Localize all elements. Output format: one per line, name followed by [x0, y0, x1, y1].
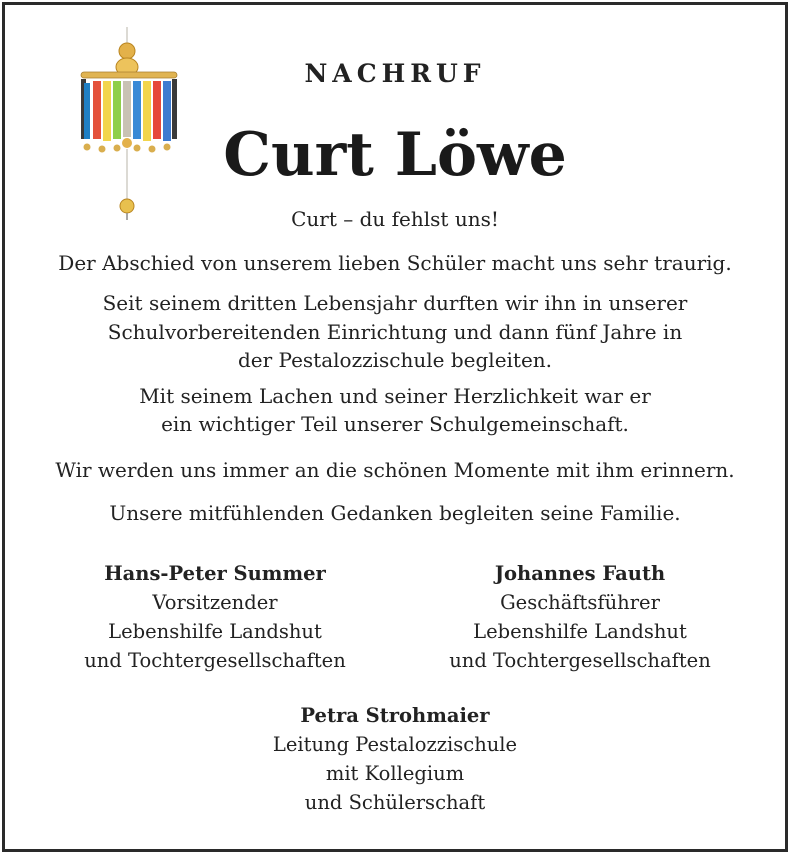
farewell-line: Der Abschied von unserem lieben Schüler macht uns sehr traurig. — [58, 251, 732, 275]
paragraph-line: der Pestalozzischule begleiten. — [237, 348, 553, 372]
signer-role: Leitung Pestalozzischule — [272, 733, 518, 756]
memory-line: Wir werden uns immer an die schönen Momente mit ihm erinnern. — [55, 458, 735, 482]
signer-organization: Lebenshilfe Landshut — [473, 620, 687, 643]
signer-group-suffix: und Schülerschaft — [304, 791, 486, 814]
paragraph-line: Schulvorbereitenden Einrichtung und dann fünf Jahre in — [107, 320, 683, 344]
signer-organization-suffix: und Tochtergesellschaften — [449, 649, 711, 672]
obituary-label: NACHRUF — [304, 59, 486, 88]
signer-name: Hans-Peter Summer — [104, 562, 326, 585]
signer-organization-suffix: und Tochtergesellschaften — [84, 649, 346, 672]
signature-right — [410, 559, 750, 675]
signature-left — [45, 559, 385, 675]
signer-organization: Lebenshilfe Landshut — [108, 620, 322, 643]
paragraph-line: Seit seinem dritten Lebensjahr durften wir ihn in unserer — [102, 291, 688, 315]
signer-role: Geschäftsführer — [500, 591, 660, 614]
signer-group: mit Kollegium — [325, 762, 465, 785]
condolence-line: Unsere mitfühlenden Gedanken begleiten seine Familie. — [109, 501, 681, 525]
signer-name: Johannes Fauth — [494, 562, 666, 585]
signer-name: Petra Strohmaier — [300, 704, 490, 727]
deceased-name: Curt Löwe — [223, 120, 567, 190]
greeting-line: Curt – du fehlst uns! — [291, 207, 499, 231]
obituary-frame — [2, 2, 788, 852]
signature-bottom — [225, 701, 565, 817]
paragraph-line: ein wichtiger Teil unserer Schulgemeinschaft. — [161, 412, 629, 436]
paragraph-line: Mit seinem Lachen und seiner Herzlichkeit war er — [139, 384, 651, 408]
signer-role: Vorsitzender — [152, 591, 278, 614]
